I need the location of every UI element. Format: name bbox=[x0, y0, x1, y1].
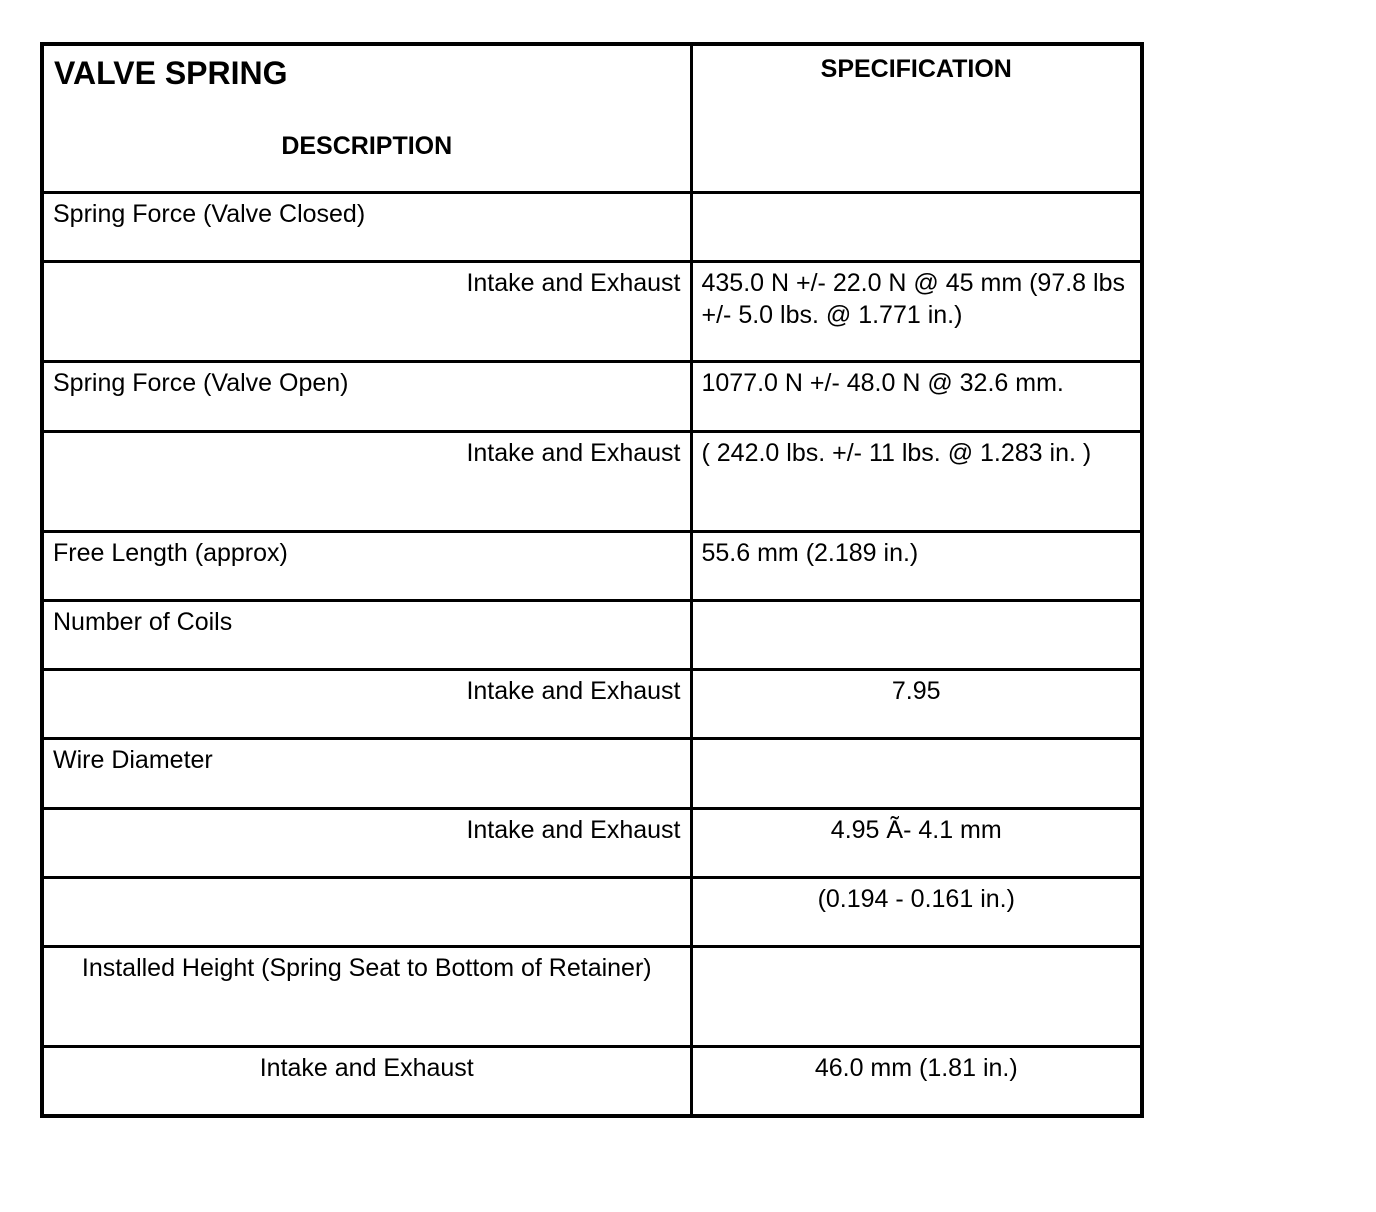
table-row bbox=[42, 262, 1142, 362]
description-cell: Intake and Exhaust bbox=[42, 1047, 691, 1116]
table-row bbox=[42, 431, 1142, 531]
description-cell bbox=[42, 877, 691, 946]
table-row bbox=[42, 877, 1142, 946]
description-cell: Number of Coils bbox=[42, 601, 691, 670]
table-row bbox=[42, 1047, 1142, 1116]
description-cell: Intake and Exhaust bbox=[42, 808, 691, 877]
specification-column-header: SPECIFICATION bbox=[691, 44, 1142, 192]
description-cell: Intake and Exhaust bbox=[42, 431, 691, 531]
specification-cell bbox=[691, 601, 1142, 670]
specification-cell: 46.0 mm (1.81 in.) bbox=[691, 1047, 1142, 1116]
table-row bbox=[42, 670, 1142, 739]
table-row bbox=[42, 601, 1142, 670]
table-row bbox=[42, 946, 1142, 1046]
table-header-row bbox=[42, 44, 1142, 192]
header-description-cell bbox=[42, 44, 691, 192]
description-cell: Wire Diameter bbox=[42, 739, 691, 808]
table-row bbox=[42, 192, 1142, 261]
description-cell: Intake and Exhaust bbox=[42, 262, 691, 362]
specification-cell bbox=[691, 946, 1142, 1046]
table-row bbox=[42, 362, 1142, 431]
specification-cell: 1077.0 N +/- 48.0 N @ 32.6 mm. bbox=[691, 362, 1142, 431]
description-cell: Free Length (approx) bbox=[42, 531, 691, 600]
description-cell: Spring Force (Valve Open) bbox=[42, 362, 691, 431]
specification-cell: 7.95 bbox=[691, 670, 1142, 739]
valve-spring-spec-table bbox=[40, 42, 1144, 1118]
table-title: VALVE SPRING bbox=[54, 55, 288, 91]
specification-cell: ( 242.0 lbs. +/- 11 lbs. @ 1.283 in. ) bbox=[691, 431, 1142, 531]
specification-cell: 4.95 Ã- 4.1 mm bbox=[691, 808, 1142, 877]
table-row bbox=[42, 531, 1142, 600]
table-row bbox=[42, 739, 1142, 808]
specification-cell bbox=[691, 192, 1142, 261]
description-cell: Installed Height (Spring Seat to Bottom of Retainer) bbox=[42, 946, 691, 1046]
specification-cell: 435.0 N +/- 22.0 N @ 45 mm (97.8 lbs +/- 5.0 lbs. @ 1.771 in.) bbox=[691, 262, 1142, 362]
description-cell: Spring Force (Valve Closed) bbox=[42, 192, 691, 261]
description-column-header: DESCRIPTION bbox=[281, 132, 453, 160]
specification-cell: (0.194 - 0.161 in.) bbox=[691, 877, 1142, 946]
specification-cell: 55.6 mm (2.189 in.) bbox=[691, 531, 1142, 600]
table-row bbox=[42, 808, 1142, 877]
description-cell: Intake and Exhaust bbox=[42, 670, 691, 739]
specification-cell bbox=[691, 739, 1142, 808]
